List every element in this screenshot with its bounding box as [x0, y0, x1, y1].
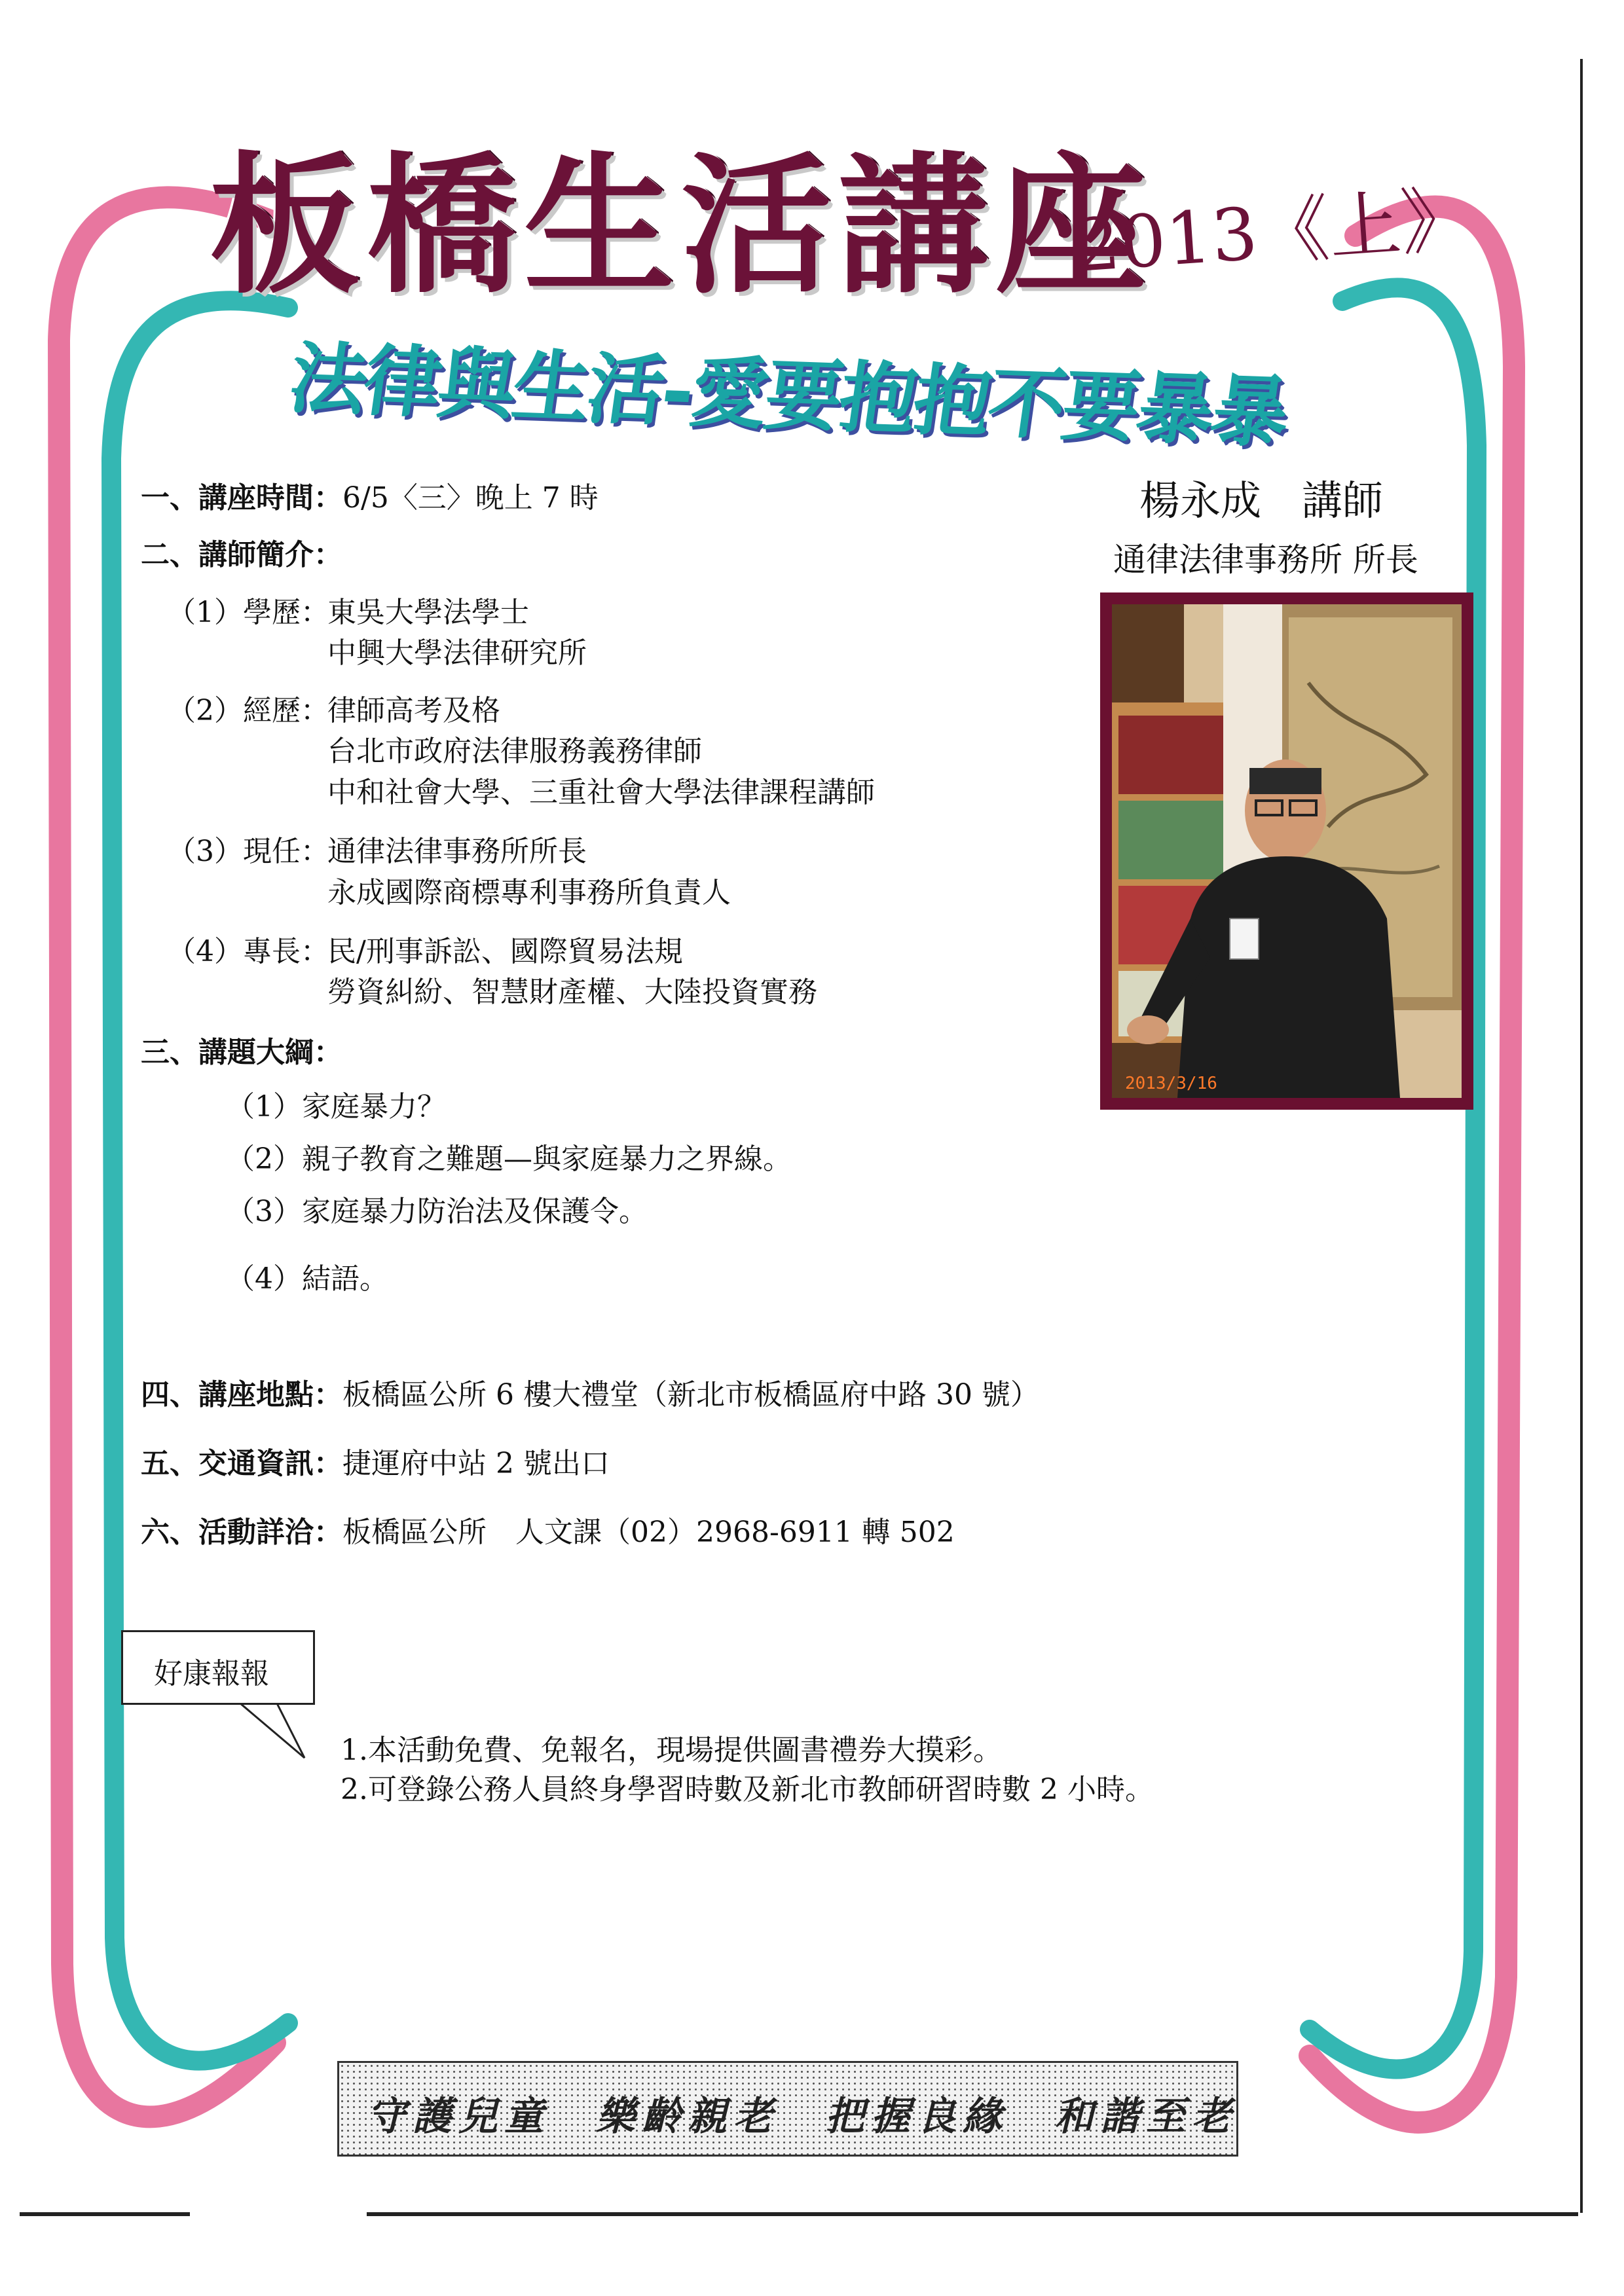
- speaker-photo: [1100, 592, 1473, 1110]
- bio-current-line: 通律法律事務所所長: [327, 835, 587, 868]
- bio-experience-line: 律師高考及格: [327, 694, 500, 727]
- section-time: [141, 481, 599, 516]
- contact-label: 六、活動詳洽：: [141, 1516, 342, 1549]
- poster-title-year: 2013《上》: [1071, 176, 1476, 289]
- bio-experience-line: 中和社會大學、三重社會大學法律課程講師: [327, 776, 875, 809]
- bio-expertise-label: （4）專長：: [167, 935, 329, 968]
- bio-education-line: 中興大學法律研究所: [327, 636, 587, 670]
- outline-item: （1）家庭暴力？: [226, 1090, 446, 1123]
- photo-date-stamp: 2013/3/16: [1125, 1074, 1217, 1093]
- speaker-name: 楊永成 講師: [1139, 477, 1384, 524]
- time-value: 6/5〈三〉晚上 7 時: [342, 481, 599, 515]
- bio-current-label: （3）現任：: [167, 835, 329, 868]
- speaker-photo-illustration: [1112, 604, 1462, 1098]
- venue-label: 四、講座地點：: [141, 1378, 342, 1412]
- bio-current-line: 永成國際商標專利事務所負責人: [327, 876, 731, 909]
- outline-item: （4）結語。: [226, 1262, 388, 1296]
- callout-item: 2.可登錄公務人員終身學習時數及新北市教師研習時數 2 小時。: [341, 1773, 1154, 1806]
- transit-value: 捷運府中站 2 號出口: [342, 1447, 610, 1480]
- bio-heading: 二、講師簡介：: [141, 538, 342, 572]
- section-transit: [141, 1447, 610, 1482]
- section-venue: [141, 1378, 1039, 1413]
- bio-expertise-line: 勞資糾紛、智慧財產權、大陸投資實務: [327, 975, 817, 1009]
- speaker-role: 通律法律事務所 所長: [1113, 541, 1418, 579]
- callout-item: 1.本活動免費、免報名，現場提供圖書禮券大摸彩。: [341, 1734, 1002, 1767]
- bio-education-label: （1）學歷：: [167, 596, 329, 629]
- transit-label: 五、交通資訊：: [141, 1447, 342, 1480]
- poster-subtitle: 法律與生活-愛要抱抱不要暴暴: [284, 333, 1293, 458]
- contact-value: 板橋區公所 人文課（02）2968-6911 轉 502: [342, 1516, 955, 1549]
- bio-expertise-line: 民/刑事訴訟、國際貿易法規: [327, 935, 683, 968]
- section-contact: [141, 1516, 955, 1550]
- bio-experience-line: 台北市政府法律服務義務律師: [327, 735, 702, 768]
- callout-label: 好康報報: [154, 1657, 269, 1690]
- bio-experience-label: （2）經歷：: [167, 694, 329, 727]
- outline-item: （2）親子教育之難題—與家庭暴力之界線。: [226, 1142, 792, 1176]
- bio-education-line: 東吳大學法學士: [327, 596, 529, 629]
- time-label: 一、講座時間：: [141, 481, 342, 515]
- slogan-text: 守護兒童 樂齡親老 把握良緣 和諧至老: [367, 2094, 1238, 2140]
- venue-value: 板橋區公所 6 樓大禮堂（新北市板橋區府中路 30 號）: [342, 1378, 1039, 1412]
- poster-title: 板橋生活講座: [210, 137, 1153, 314]
- outline-item: （3）家庭暴力防治法及保護令。: [226, 1195, 648, 1228]
- outline-heading: 三、講題大綱：: [141, 1036, 342, 1069]
